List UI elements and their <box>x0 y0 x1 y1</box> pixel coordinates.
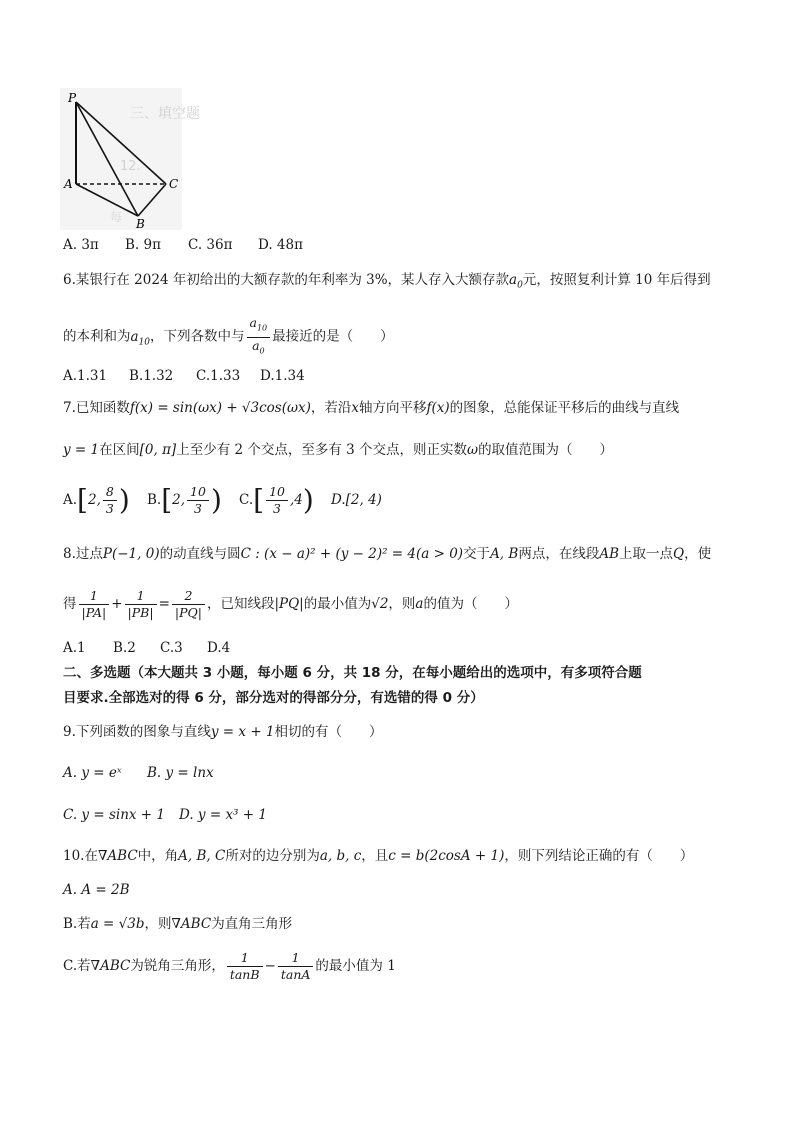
q10-option-b-text-c: 为直角三角形 <box>211 916 293 932</box>
q10-frac-tana: $\frac{1}{\tan A}$ <box>278 950 314 983</box>
section2-heading-line1: 二、多选题（本大题共 3 小题，每小题 6 分，共 18 分，在每小题给出的选项中，有多项符合题 <box>63 665 642 681</box>
q8-ab: A, B <box>490 546 519 562</box>
q9-options-row2 <box>63 805 267 825</box>
q9-text-a: 9.下列函数的图象与直线 <box>63 724 211 740</box>
figure-bg-text-3: 每 <box>110 210 123 224</box>
a10-var: $a_{10}$ <box>130 328 151 348</box>
q8-text-c: 交于 <box>463 546 491 562</box>
ratio-fraction: $\frac{a_{10}}{a_0}$ <box>247 315 271 359</box>
q10-option-b-text-a: B.若 <box>63 916 91 932</box>
q5-options <box>63 235 303 255</box>
q10-option-c-text-b: 为锐角三角形， <box>130 958 225 974</box>
q7-text-c: 轴方向平移 <box>359 400 427 416</box>
q10-stem <box>63 846 693 866</box>
q8-pq: |PQ| <box>274 596 304 612</box>
q5-option-c[interactable]: C. 36π <box>188 237 233 253</box>
q8-segment-ab: AB <box>599 546 619 562</box>
q5-option-a[interactable]: A. 3π <box>63 237 99 253</box>
q10-frac-tanb: $\frac{1}{\tan B}$ <box>227 950 263 983</box>
q7-option-d[interactable]: D.[2, 4) <box>331 492 382 508</box>
figure-bg-text-2: 12. <box>120 159 141 174</box>
q8-circle: C : (x − a)² + (y − 2)² = 4(a > 0) <box>240 546 464 562</box>
q10-triangle: ∇ABC <box>97 848 138 864</box>
pyramid-figure <box>60 88 200 231</box>
q6-text-2c: 最接近的是（ ） <box>272 328 394 345</box>
q7-omega: ω <box>467 442 479 458</box>
q10-text-d: ，且 <box>361 848 389 864</box>
q10-text-c: 所对的边分别为 <box>225 848 320 864</box>
q8-frac-pb: $\frac{1}{|PB|}$ <box>125 588 157 621</box>
q10-option-b-text-b: ，则 <box>144 916 172 932</box>
q6-stem-line1 <box>63 270 711 296</box>
q7-option-a[interactable]: A.[2, $\frac{8}{3}$ ) <box>63 483 130 517</box>
q5-option-d[interactable]: D. 48π <box>258 237 303 253</box>
q8-stem-line1 <box>63 544 711 564</box>
q7-option-c[interactable]: C.[ $\frac{10}{3}$ ,4) <box>239 483 314 517</box>
q10-option-c[interactable]: C.若∇ABC为锐角三角形， $\frac{1}{\tan B}$ − $\frac{1}{\tan A}$ 的最小值为 1 <box>63 950 396 982</box>
q8-text-h: ，已知线段 <box>206 596 275 612</box>
q7-text-e: 在区间 <box>99 442 140 458</box>
q8-option-c[interactable]: C.3 <box>160 640 183 656</box>
q10-text-b: 中，角 <box>137 848 179 864</box>
q8-text-b: 的动直线与圆 <box>159 546 241 562</box>
q8-a-var: a <box>415 596 424 612</box>
vertex-A-label: A <box>64 177 73 191</box>
q7-text-d: 的图象，总能保证平移后的曲线与直线 <box>449 400 680 416</box>
q10-text-e: ，则下列结论正确的有（ ） <box>504 848 694 864</box>
q8-text-g: 得 <box>63 596 77 612</box>
q5-option-b[interactable]: B. 9π <box>125 237 161 253</box>
q7-text-a: 7.已知函数 <box>63 400 130 416</box>
q8-frac-pa: $\frac{1}{|PA|}$ <box>79 588 110 621</box>
q7-options <box>63 482 382 519</box>
q8-text-i: 的最小值为 <box>303 596 372 612</box>
q10-angles: A, B, C <box>178 848 226 864</box>
q7-text-f: 上至少有 2 个交点，至多有 3 个交点，则正实数 <box>176 442 468 458</box>
q10-option-a[interactable] <box>63 880 130 900</box>
q7-text-b: ，若沿 <box>310 400 352 416</box>
q10-option-c-text-c: 的最小值为 1 <box>315 958 396 974</box>
q8-point-q: Q <box>673 546 685 562</box>
q9-option-c[interactable]: C. y = sinx + 1 <box>63 807 165 823</box>
q8-option-a[interactable]: A.1 <box>63 640 86 656</box>
q8-stem-line2: 得 $\frac{1}{|PA|}$ + $\frac{1}{|PB|}$ = $\frac{2}{|PQ|}$ ，已知线段|PQ|的最小值为√2，则a的值为（ ） <box>63 588 518 620</box>
q9-options-row1 <box>63 763 214 783</box>
q8-point-p: P(−1, 0) <box>102 546 160 562</box>
q7-stem-line1 <box>63 398 679 418</box>
q10-sides: a, b, c <box>319 848 362 864</box>
q6-option-d[interactable]: D.1.34 <box>260 368 305 384</box>
q8-text-k: 的值为（ ） <box>423 596 518 612</box>
q8-options <box>63 638 230 658</box>
q10-condition: c = b(2cosA + 1) <box>388 848 505 864</box>
vertex-C-label: C <box>169 177 179 191</box>
q9-option-a[interactable]: A. y = eˣ <box>63 765 122 781</box>
q9-line-eq: y = x + 1 <box>210 724 275 740</box>
q6-option-b[interactable]: B.1.32 <box>129 368 174 384</box>
q8-text-e: 上取一点 <box>619 546 673 562</box>
q7-fx: f(x) <box>426 400 450 416</box>
q8-text-a: 8.过点 <box>63 546 103 562</box>
q10-option-b-cond: a = √3b <box>90 916 145 932</box>
q6-text-end: 元，按照复利计算 10 年后得到 <box>522 272 711 288</box>
q9-text-b: 相切的有（ ） <box>274 724 383 740</box>
section2-heading-line2: 目要求.全部选对的得 6 分，部分选对的得部分分，有选错的得 0 分） <box>63 690 484 706</box>
q7-line-y1: y = 1 <box>63 442 100 458</box>
q7-function: f(x) = sin(ωx) + √3cos(ωx) <box>129 400 311 416</box>
figure-bg-text-1: 三、填空题 <box>130 106 200 122</box>
q8-text-d: 两点，在线段 <box>518 546 600 562</box>
q9-option-d[interactable]: D. y = x³ + 1 <box>179 807 267 823</box>
q6-text-2a: 的本利和为 <box>63 328 131 345</box>
q8-text-f: ，使 <box>684 546 712 562</box>
q6-text-2b: ，下列各数中与 <box>150 328 245 345</box>
q9-stem <box>63 722 383 742</box>
q8-frac-pq: $\frac{2}{|PQ|}$ <box>172 588 205 621</box>
q7-interval: [0, π] <box>139 442 177 458</box>
q10-option-c-tri: ∇ABC <box>90 958 131 974</box>
q7-text-g: 的取值范围为（ ） <box>478 442 614 458</box>
q8-option-d[interactable]: D.4 <box>207 640 231 656</box>
vertex-P-label: P <box>68 91 77 105</box>
q8-option-b[interactable]: B.2 <box>113 640 136 656</box>
q8-sqrt2: √2 <box>371 596 389 612</box>
q10-option-b-tri: ∇ABC <box>171 916 212 932</box>
q9-option-b[interactable]: B. y = lnx <box>147 765 214 781</box>
q10-option-b[interactable] <box>63 914 292 934</box>
q7-option-b[interactable]: B.[2, $\frac{10}{3}$ ) <box>147 483 222 517</box>
q7-stem-line2 <box>63 440 613 460</box>
q10-option-a-text: A. A = 2B <box>63 882 130 898</box>
q10-text-a: 10.在 <box>63 848 98 864</box>
q8-text-j: ，则 <box>388 596 416 612</box>
q6-stem-line2 <box>63 315 394 359</box>
q6-option-a[interactable]: A.1.31 <box>63 368 108 384</box>
q6-option-c[interactable]: C.1.33 <box>196 368 241 384</box>
q10-option-c-text-a: C.若 <box>63 958 91 974</box>
q6-options <box>63 366 305 386</box>
q6-text: 6.某银行在 2024 年初给出的大额存款的年利率为 3%，某人存入大额存款 <box>63 272 510 288</box>
q7-x-var: x <box>351 400 360 416</box>
a0-var: $a_0$ <box>509 272 523 291</box>
vertex-B-label: B <box>136 217 145 231</box>
